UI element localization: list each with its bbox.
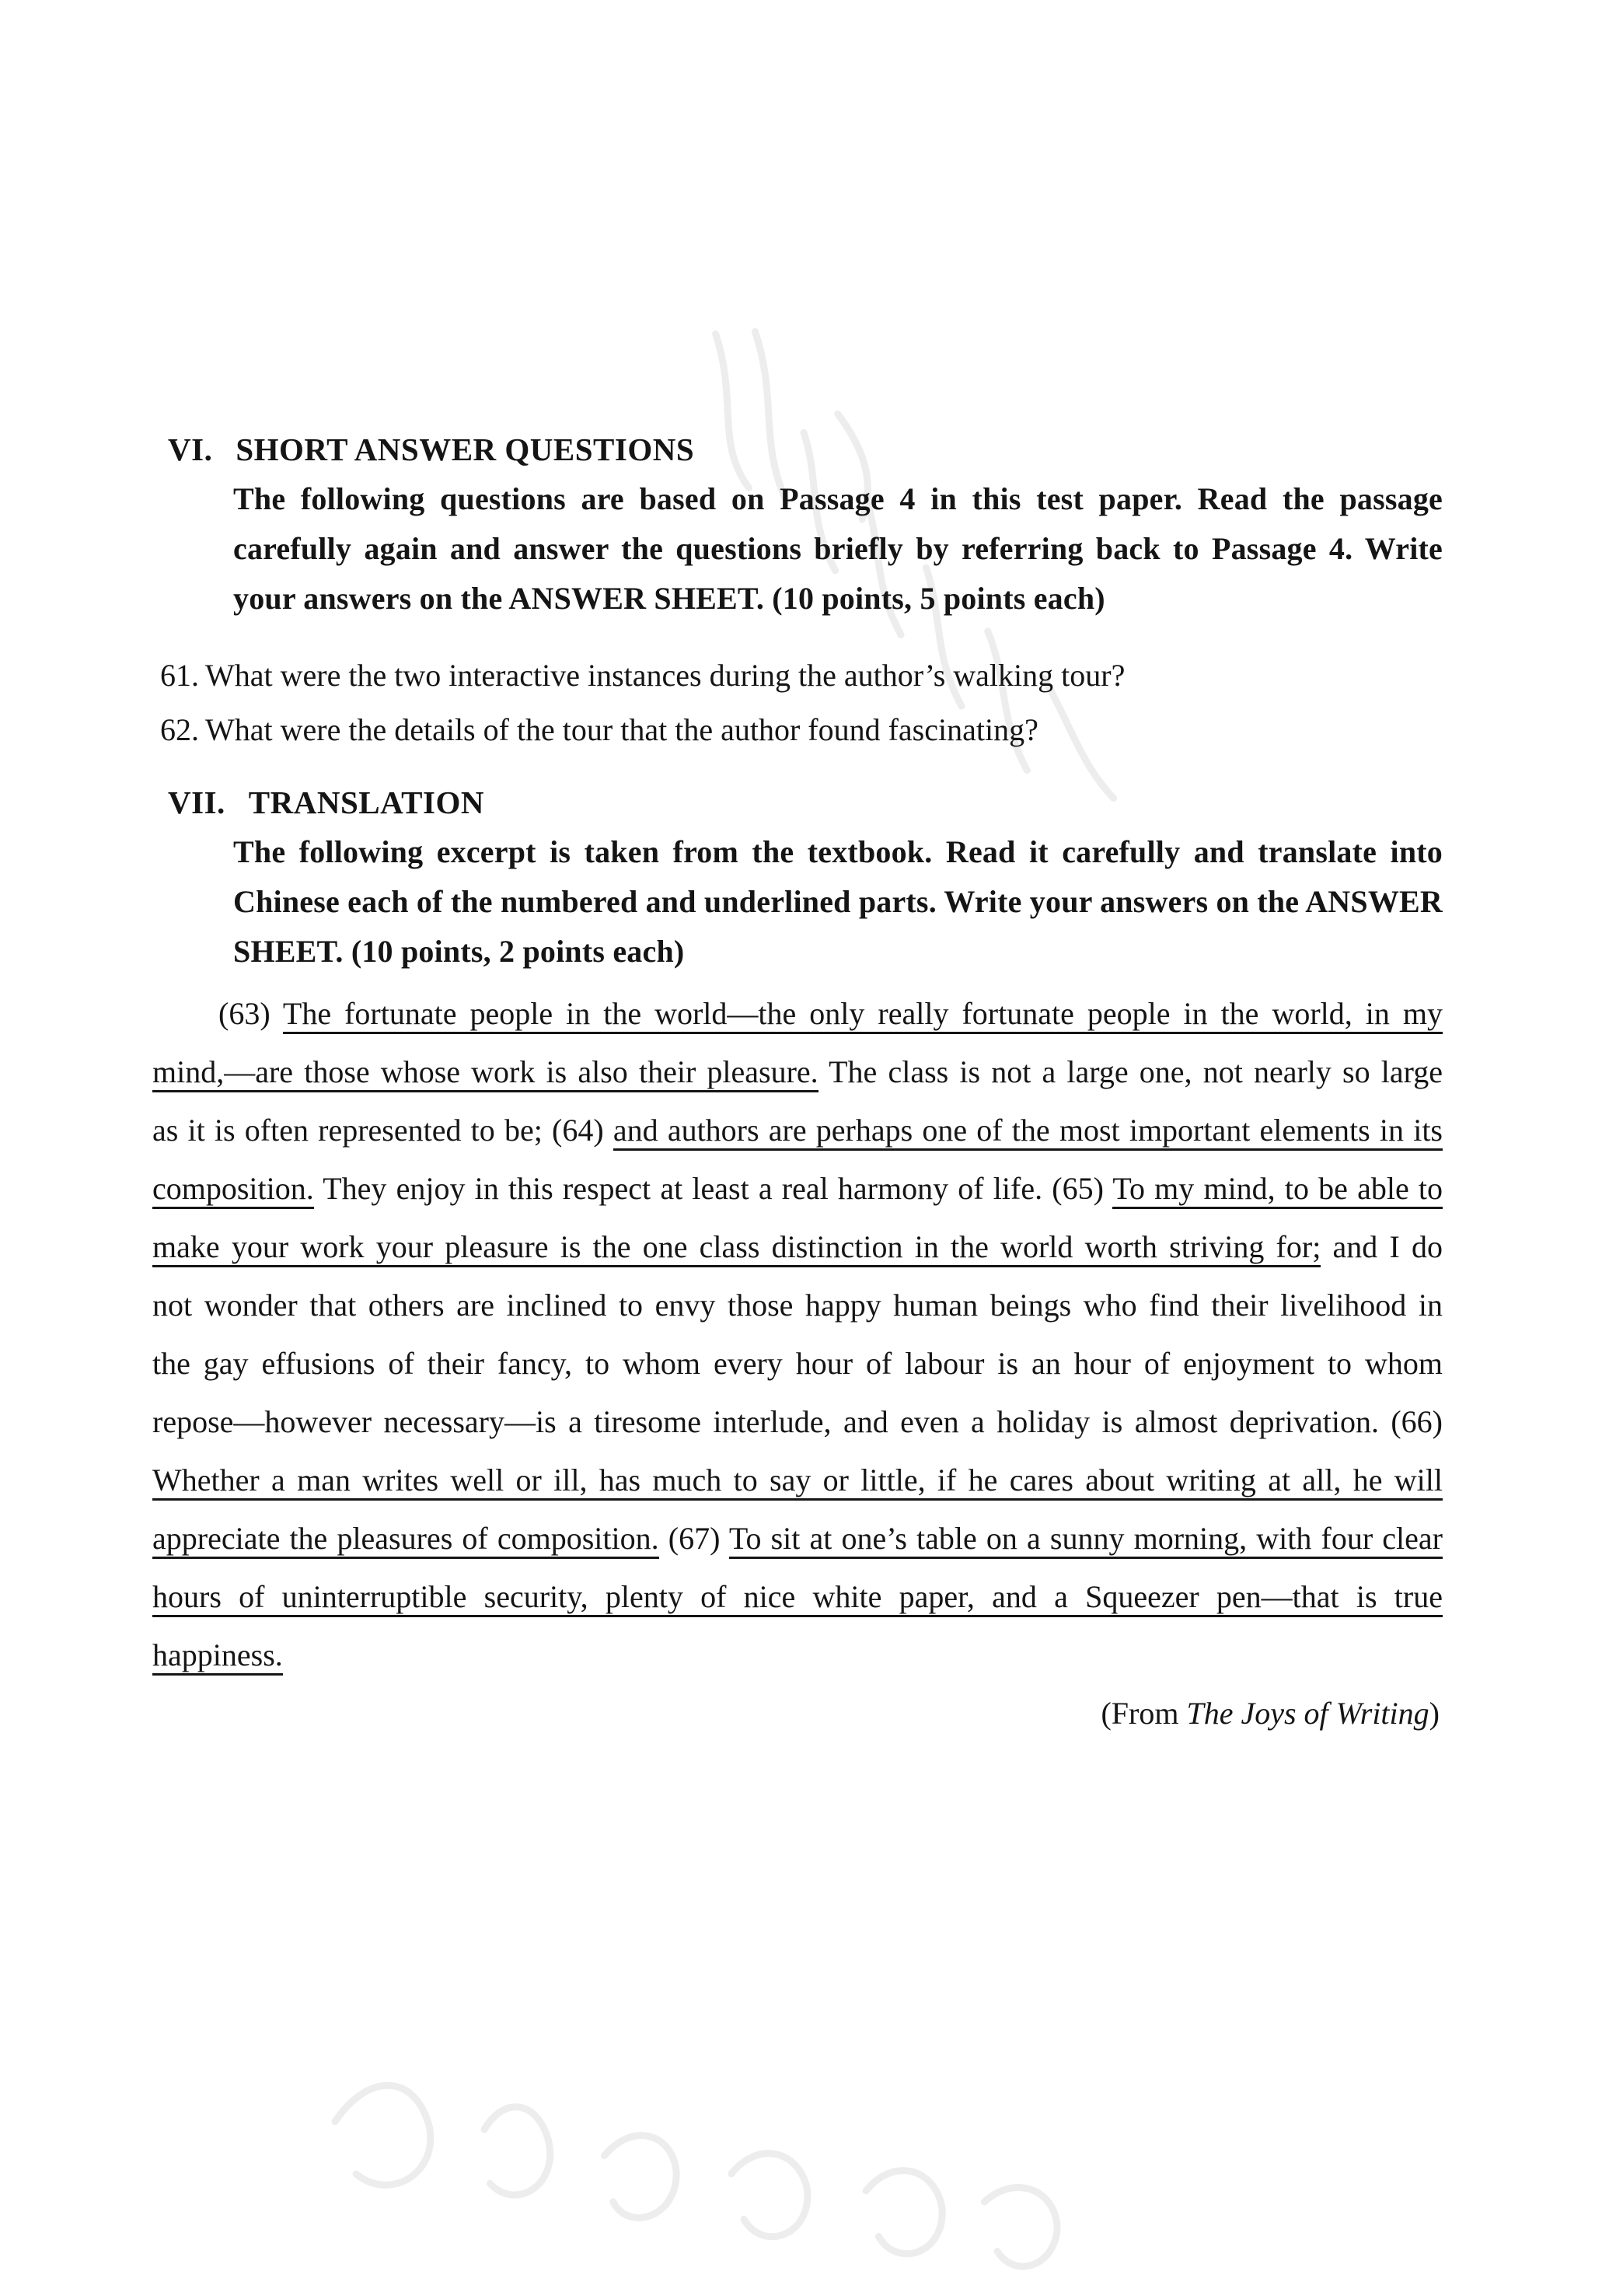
passage-text [152, 984, 1443, 1684]
plain-segment: and I do not wonder that others are inclined to envy those happy human beings who find their livelihood in the gay effusions of their fancy, to whom every hour of labour is an hour of enjoyment to whom repose—however necessary—is a tiresome interlude, and even a holiday is almost deprivation. (66) [152, 1229, 1443, 1439]
underlined-segment: To sit at one’s table on a sunny morning, with four clear hours of uninterruptible security, plenty of nice white paper, and a Squeezer pen—that is true happiness. [152, 1521, 1443, 1676]
plain-segment: (67) [658, 1521, 729, 1556]
section-vii-title: TRANSLATION [248, 785, 484, 820]
section-vii-heading [152, 778, 1443, 827]
section-vi-instructions: The following questions are based on Passage 4 in this test paper. Read the passage carefully again and answer the questions briefly by referring back to Passage 4. Write your answers on the ANSWER SHEET. (10 points, 5 points each) [233, 481, 1443, 616]
section-vi-numeral: VI. [168, 432, 213, 467]
underlined-segment: The fortunate people in the world—the only really fortunate people in the world, in my mind,—are those whose work is also their pleasure. [152, 996, 1443, 1092]
watermark-bottom-left [295, 1951, 1105, 2296]
section-vii-numeral: VII. [168, 785, 225, 820]
question-item [152, 648, 1443, 703]
questions-list [152, 648, 1443, 757]
question-text: What were the two interactive instances during the author’s walking tour? [205, 658, 1126, 693]
question-number: 61. [160, 658, 199, 693]
section-vi-heading [152, 425, 1443, 474]
section-vi [152, 425, 1443, 757]
document-content [152, 425, 1443, 1742]
attribution-work-title: The Joys of Writing [1186, 1696, 1429, 1731]
section-vii-instructions: The following excerpt is taken from the textbook. Read it carefully and translate into Chinese each of the numbered and underlined parts. Write your answers on the ANSWER SHEET. (10 points, 2 points each) [233, 834, 1443, 969]
underlined-segment: Whether a man writes well or ill, has much to say or little, if he cares about writing at all, he will appreciate the pleasures of composition. [152, 1463, 1443, 1559]
plain-segment: They enjoy in this respect at least a real harmony of life. (65) [313, 1171, 1113, 1206]
section-vi-title: SHORT ANSWER QUESTIONS [236, 432, 695, 467]
attribution-line [152, 1684, 1443, 1742]
underlined-segment: To my mind, to be able to make your work your pleasure is the one class distinction in the world worth striving for; [152, 1171, 1443, 1267]
attribution-suffix: ) [1429, 1696, 1440, 1731]
plain-segment: The class is not a large one, not nearly so large as it is often represented to be; (64) [152, 1054, 1443, 1148]
question-text: What were the details of the tour that the author found fascinating? [205, 712, 1038, 747]
underlined-segment: and authors are perhaps one of the most important elements in its composition. [152, 1113, 1443, 1209]
question-item [152, 703, 1443, 757]
plain-segment: (63) [218, 996, 283, 1031]
question-number: 62. [160, 712, 199, 747]
attribution-prefix: (From [1101, 1696, 1187, 1731]
section-vii [152, 778, 1443, 1742]
